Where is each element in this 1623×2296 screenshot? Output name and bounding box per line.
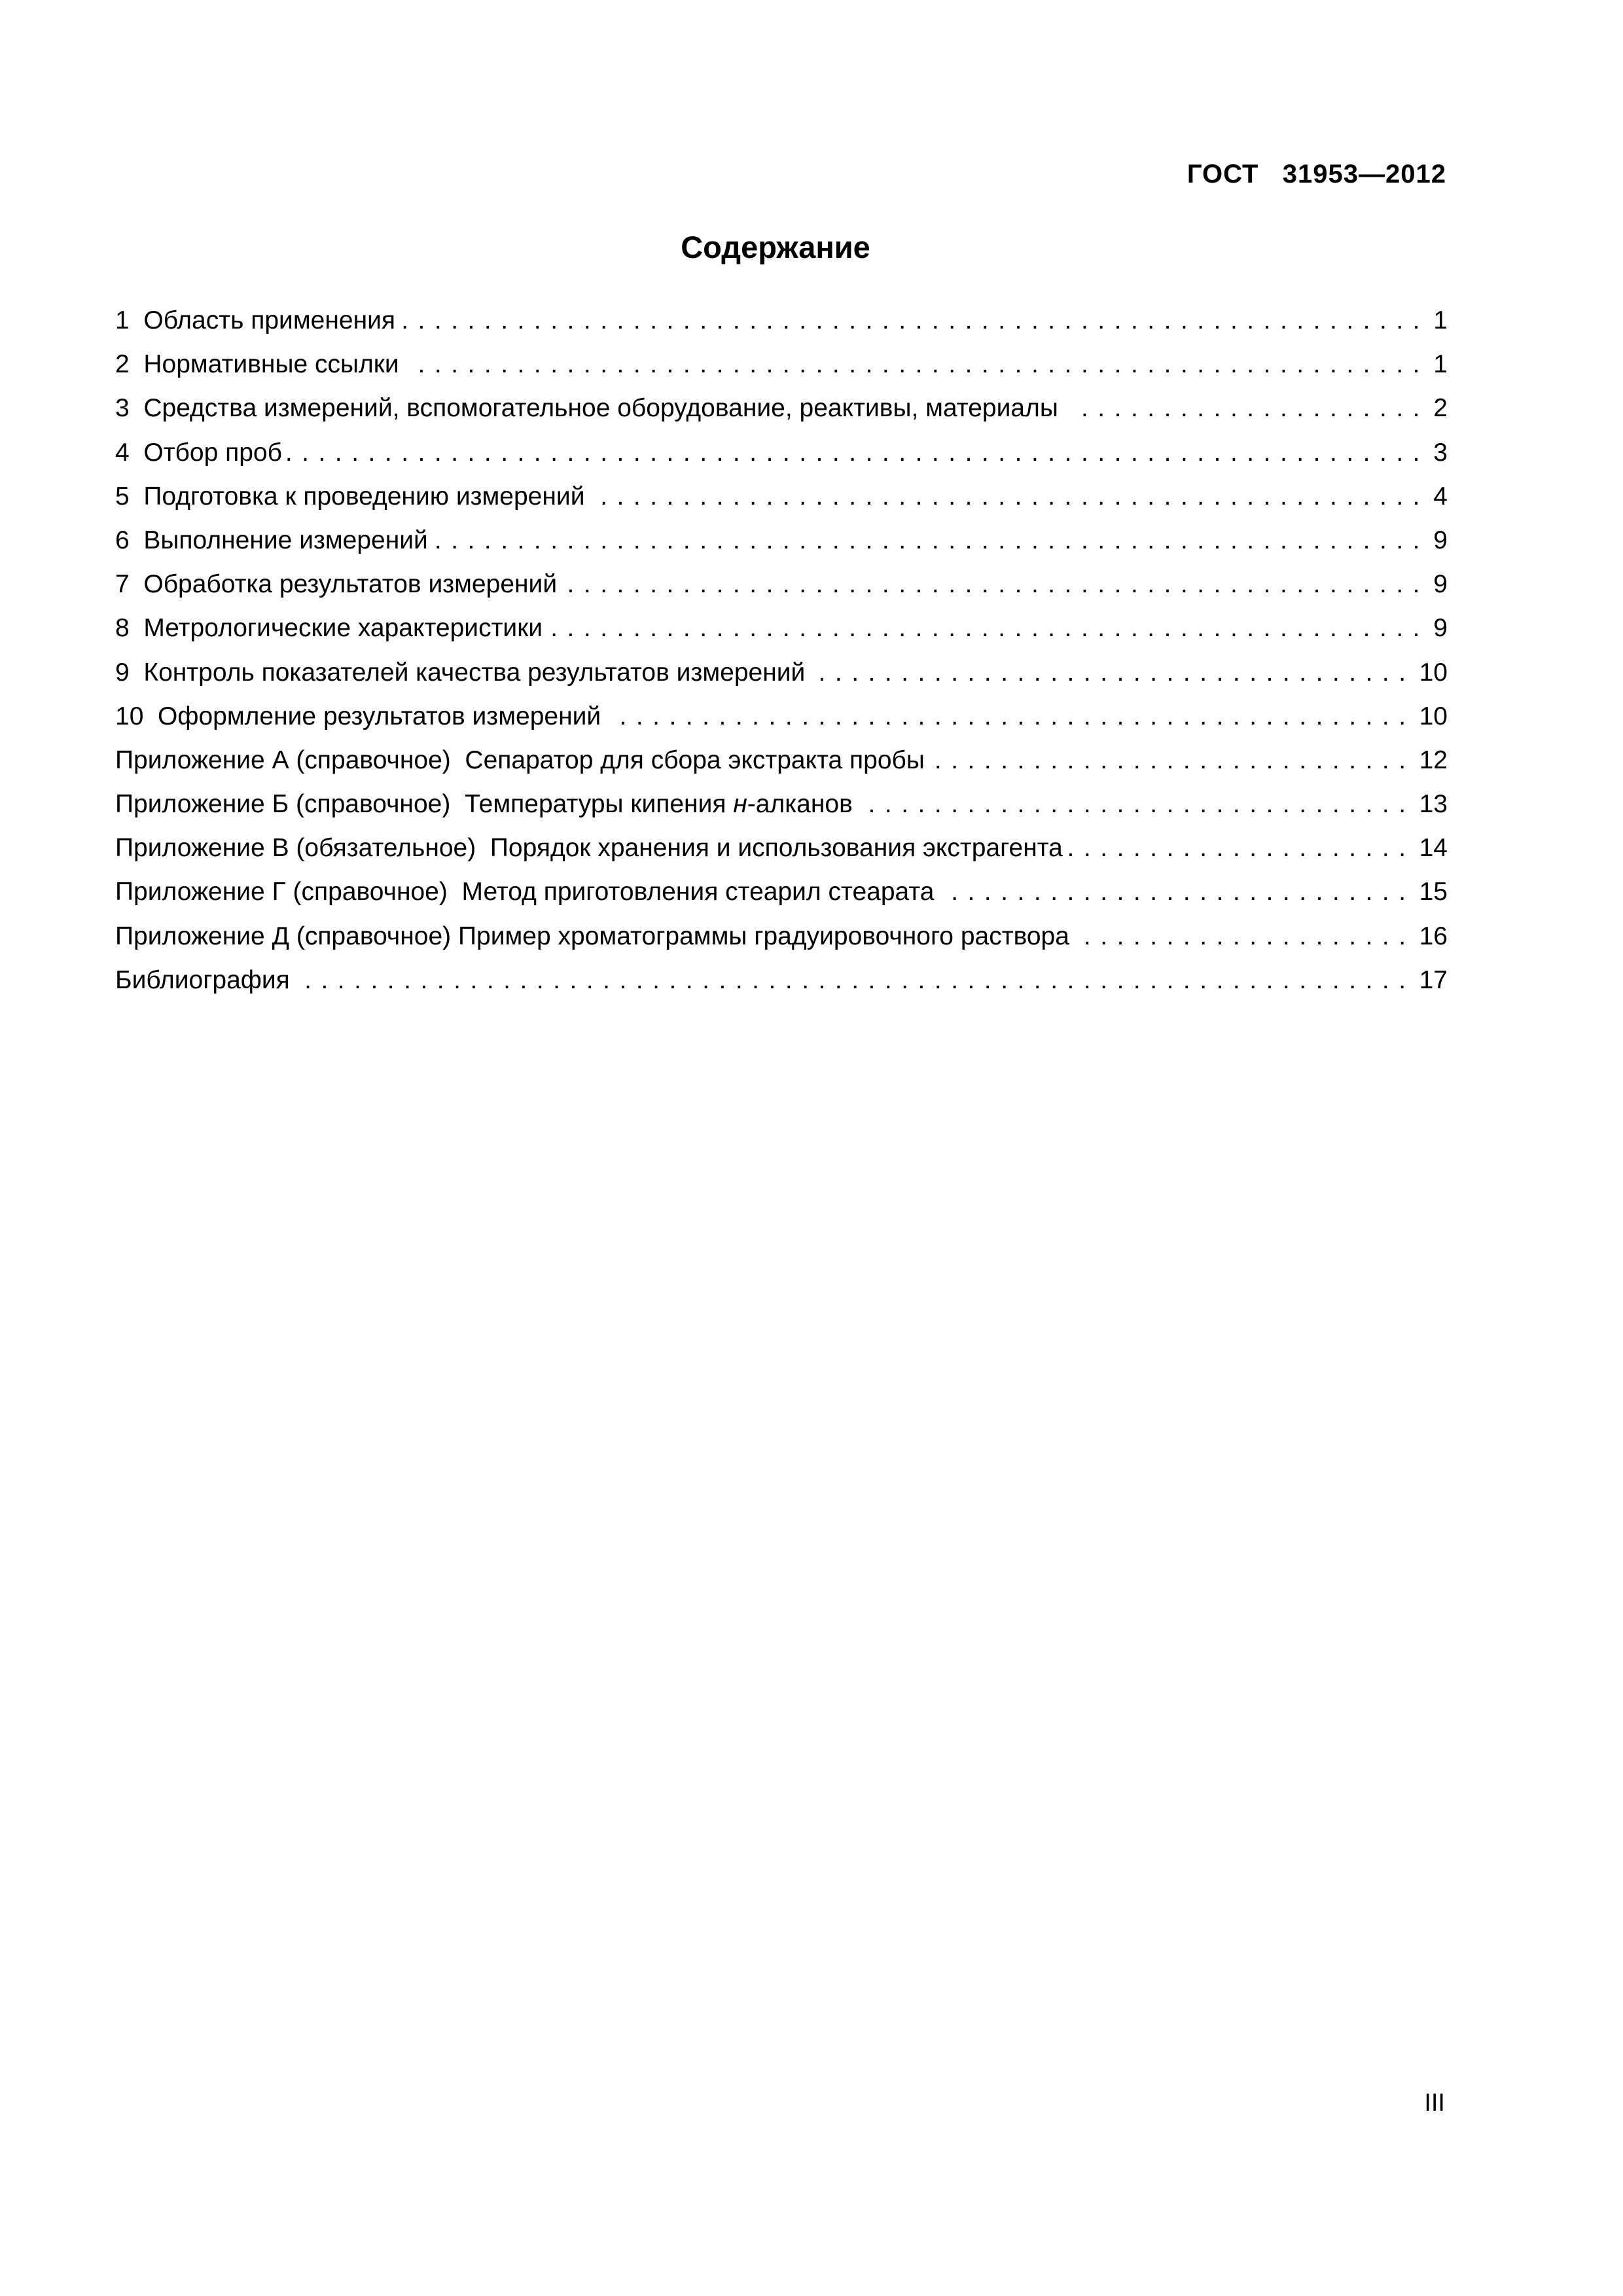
toc-entry-page: 4: [1433, 482, 1448, 511]
toc-entry-section-8[interactable]: [115, 606, 1448, 650]
toc-entry-page: 16: [1419, 922, 1448, 950]
toc-entry-label: Приложение Г (справочное) Метод приготовления стеарил стеарата: [115, 878, 942, 906]
document-code: ГОСТ 31953—2012: [1186, 160, 1446, 188]
toc-entry-section-2[interactable]: [115, 342, 1448, 386]
toc-entry-page: 15: [1419, 878, 1448, 906]
toc-entry-page: 9: [1433, 570, 1448, 599]
toc-entry-label: 10 Оформление результатов измерений: [115, 702, 609, 730]
toc-entry-section-10[interactable]: [115, 694, 1448, 738]
toc-entry-appendix-b[interactable]: [115, 782, 1448, 826]
toc-entry-label: 8 Метрологические характеристики: [115, 614, 543, 643]
toc-entry-page: 17: [1419, 965, 1448, 994]
toc-dot-leader: [936, 738, 1416, 782]
toc-entry-page: 10: [1419, 658, 1448, 687]
toc-dot-leader: [286, 431, 1429, 475]
toc-dot-leader: [1067, 826, 1416, 870]
toc-entry-appendix-v[interactable]: [115, 826, 1448, 870]
toc-entry-page: 10: [1419, 702, 1448, 730]
toc-entry-page: 1: [1433, 350, 1448, 379]
toc-dot-leader: [399, 298, 1429, 342]
toc-dot-leader: [816, 651, 1415, 694]
toc-entry-label: Приложение Б (справочное) Температуры кипения н-алканов: [115, 790, 860, 819]
toc-entry-label: Приложение Д (справочное) Пример хроматограммы градуировочного раствора: [115, 922, 1077, 950]
toc-dot-leader: [864, 782, 1416, 826]
toc-entry-page: 3: [1433, 438, 1448, 467]
toc-entry-section-3[interactable]: [115, 386, 1448, 430]
table-of-contents: [115, 298, 1448, 1002]
toc-entry-label: 2 Нормативные ссылки: [115, 350, 406, 379]
toc-entry-page: 1: [1433, 306, 1448, 334]
toc-entry-section-1[interactable]: [115, 298, 1448, 342]
toc-entry-appendix-a[interactable]: [115, 738, 1448, 782]
toc-entry-label: 6 Выполнение измерений: [115, 526, 428, 554]
toc-title: Содержание: [681, 230, 870, 264]
toc-entry-label: 3 Средства измерений, вспомогательное оборудование, реактивы, материалы: [115, 394, 1065, 423]
toc-entry-page: 9: [1433, 614, 1448, 643]
toc-entry-bibliography[interactable]: [115, 958, 1448, 1002]
toc-dot-leader: [410, 342, 1429, 386]
toc-entry-page: 14: [1419, 834, 1448, 863]
toc-dot-leader: [596, 475, 1429, 518]
toc-entry-appendix-g[interactable]: [115, 870, 1448, 914]
toc-entry-section-7[interactable]: [115, 562, 1448, 606]
toc-entry-page: 13: [1419, 790, 1448, 819]
toc-entry-appendix-d[interactable]: [115, 914, 1448, 958]
toc-dot-leader: [546, 606, 1429, 650]
toc-entry-page: 9: [1433, 526, 1448, 554]
page-number: III: [1424, 2089, 1445, 2117]
toc-dot-leader: [561, 562, 1429, 606]
toc-dot-leader: [945, 870, 1415, 914]
toc-dot-leader: [294, 958, 1416, 1002]
toc-entry-label: Приложение В (обязательное) Порядок хранения и использования экстрагента: [115, 834, 1063, 863]
toc-entry-label: Приложение А (справочное) Сепаратор для сбора экстракта пробы: [115, 745, 932, 774]
toc-entry-label: 4 Отбор проб: [115, 438, 282, 467]
toc-entry-section-5[interactable]: [115, 475, 1448, 518]
toc-entry-label: 5 Подготовка к проведению измерений: [115, 482, 592, 511]
toc-entry-label: 9 Контроль показателей качества результатов измерений: [115, 658, 813, 687]
toc-entry-section-4[interactable]: [115, 431, 1448, 475]
toc-entry-label: 7 Обработка результатов измерений: [115, 570, 558, 599]
toc-entry-page: 2: [1433, 394, 1448, 423]
toc-dot-leader: [1080, 914, 1416, 958]
toc-entry-label: 1 Область применения: [115, 306, 396, 334]
toc-entry-page: 12: [1419, 745, 1448, 774]
toc-entry-label: Библиография: [115, 965, 290, 994]
toc-dot-leader: [612, 694, 1416, 738]
toc-entry-section-9[interactable]: [115, 651, 1448, 694]
toc-dot-leader: [1069, 386, 1429, 430]
toc-dot-leader: [432, 518, 1429, 562]
toc-entry-section-6[interactable]: [115, 518, 1448, 562]
